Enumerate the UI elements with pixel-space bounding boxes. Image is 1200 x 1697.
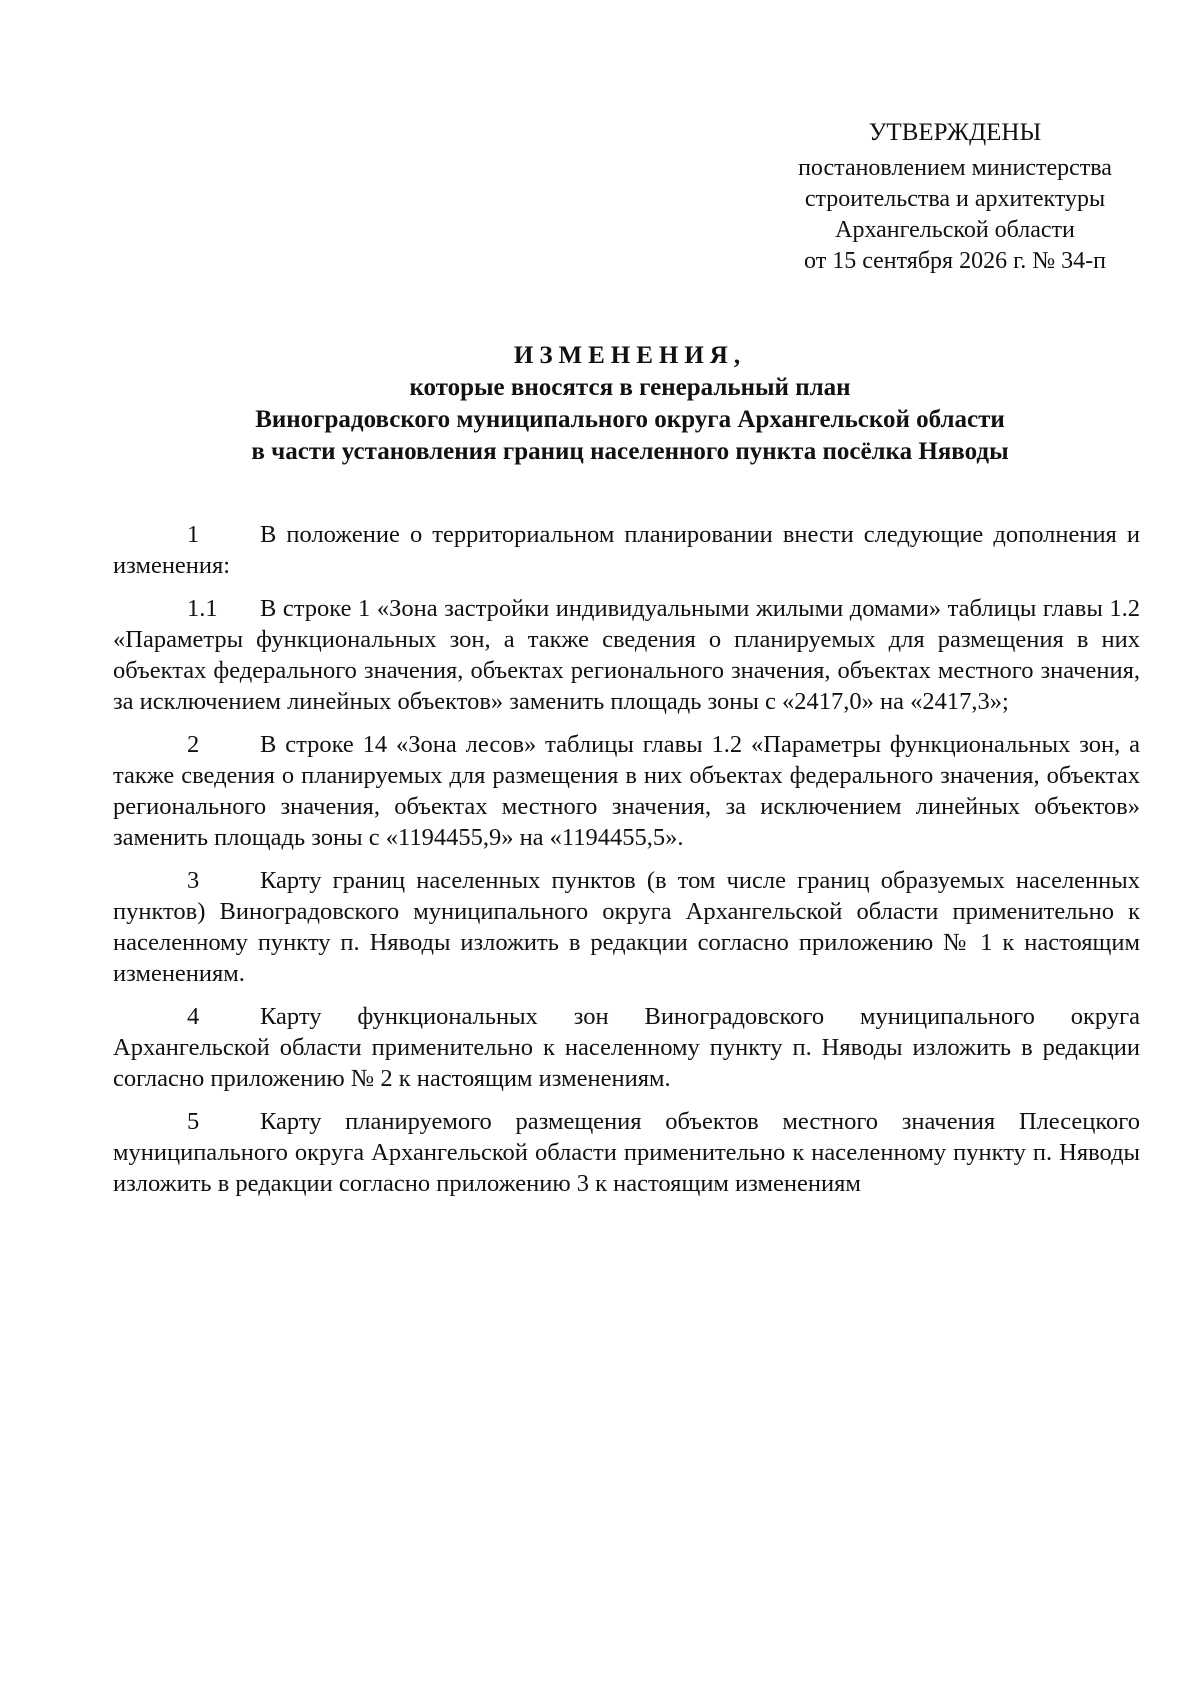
paragraph-4 <box>113 1001 1140 1094</box>
title-main: ИЗМЕНЕНИЯ, <box>513 342 747 369</box>
paragraph-text: В положение о территориальном планировании внести следующие дополнения и изменения: <box>113 521 1140 579</box>
document-body <box>113 519 1140 1211</box>
title-line-3: в части установления границ населенного пункта посёлка Няводы <box>251 438 1009 465</box>
paragraph-text: В строке 14 «Зона лесов» таблицы главы 1.2 «Параметры функциональных зон, а также сведения о планируемых для размещения в них объектах федерального значения, объектах регионального значения, объектах местного значения, за исключением линейных объектов» заменить площадь зоны с «1194455,9» на «1194455,5». <box>113 731 1140 851</box>
approval-heading: УТВЕРЖДЕНЫ <box>868 119 1042 146</box>
paragraph-5 <box>113 1106 1140 1199</box>
approval-line-2: строительства и архитектуры <box>804 186 1106 212</box>
approval-date-number: от 15 сентября 2026 г. № 34-п <box>804 248 1106 274</box>
title-line-2: Виноградовского муниципального округа Архангельской области <box>255 406 1005 433</box>
paragraph-1-1 <box>113 593 1140 717</box>
paragraph-number: 3 <box>187 867 200 894</box>
document-title <box>120 340 1140 468</box>
paragraph-2 <box>113 729 1140 853</box>
paragraph-number: 4 <box>187 1003 200 1030</box>
approval-line-3: Архангельской области <box>835 217 1075 243</box>
paragraph-number: 2 <box>187 731 200 758</box>
paragraph-text: В строке 1 «Зона застройки индивидуальными жилыми домами» таблицы главы 1.2 «Параметры функциональных зон, а также сведения о планируемых для размещения в них объектах федерального значения, объектах регионального значения, объектах местного значения, за исключением линейных объектов» заменить площадь зоны с «2417,0» на «2417,3»; <box>113 595 1140 715</box>
paragraph-text: Карту функциональных зон Виноградовского муниципального округа Архангельской области применительно к населенному пункту п. Няводы изложить в редакции согласно приложению № 2 к настоящим изменениям. <box>113 1003 1140 1092</box>
title-line-1: которые вносятся в генеральный план <box>409 374 851 401</box>
paragraph-number: 5 <box>187 1108 200 1135</box>
approval-line-1: постановлением министерства <box>798 155 1112 181</box>
paragraph-number: 1 <box>187 521 200 548</box>
paragraph-number: 1.1 <box>187 595 218 622</box>
approval-stamp <box>770 117 1140 277</box>
paragraph-text: Карту планируемого размещения объектов местного значения Плесецкого муниципального округа Архангельской области применительно к населенному пункту п. Няводы изложить в редакции согласно приложению 3 к настоящим изменениям <box>113 1108 1140 1197</box>
paragraph-3 <box>113 865 1140 989</box>
paragraph-text: Карту границ населенных пунктов (в том числе границ образуемых населенных пунктов) Виноградовского муниципального округа Архангельской области применительно к населенному пункту п. Няводы изложить в редакции согласно приложению № 1 к настоящим изменениям. <box>113 867 1140 987</box>
paragraph-1 <box>113 519 1140 581</box>
